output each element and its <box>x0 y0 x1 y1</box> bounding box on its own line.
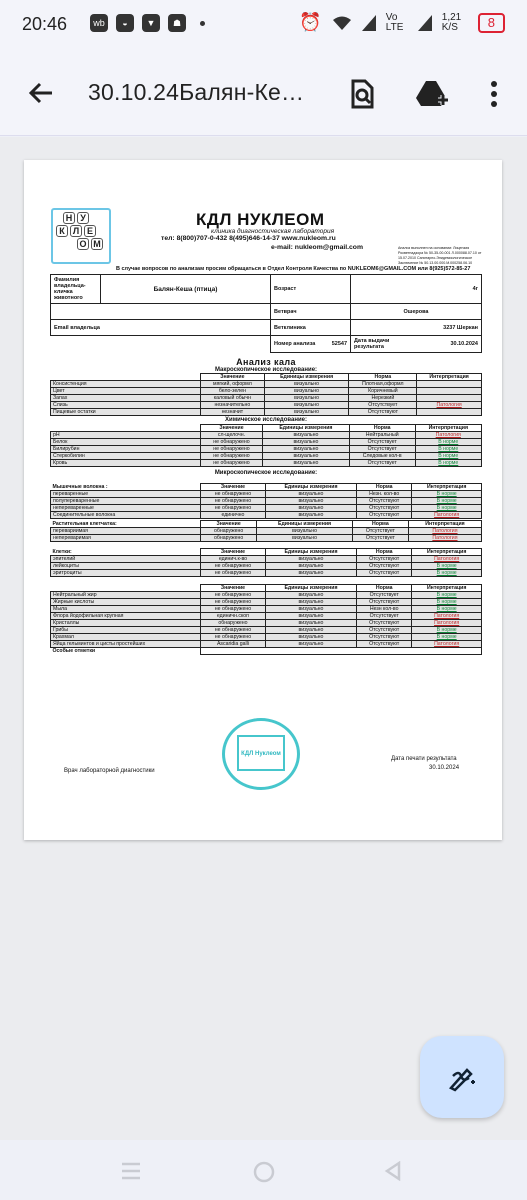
table-cell: не обнаружено <box>201 491 266 498</box>
table-cell <box>417 409 482 416</box>
table-cell: сл-щелочн. <box>201 432 263 439</box>
table-cell: Крахмал <box>51 634 201 641</box>
table-row <box>51 388 482 395</box>
other-table <box>50 584 482 655</box>
table-cell: визуально <box>264 381 349 388</box>
table-cell: Патология <box>412 613 482 620</box>
column-header: Норма <box>349 425 415 432</box>
column-header: Норма <box>349 374 417 381</box>
data-speed: 1,21 K/S <box>441 11 462 33</box>
table-cell: В норме <box>412 498 482 505</box>
table-row <box>51 491 482 498</box>
column-header: Единицы измерения <box>264 374 349 381</box>
logo-letter: К <box>56 225 68 237</box>
table-row <box>51 535 482 542</box>
pdf-page <box>24 160 502 840</box>
table-row <box>51 402 482 409</box>
table-cell: В норме <box>412 627 482 634</box>
search-document-icon[interactable] <box>346 78 378 110</box>
table-cell: Слизь <box>51 402 201 409</box>
signal-2-icon <box>418 15 432 31</box>
table-cell: В норме <box>412 505 482 512</box>
table-cell: Отсутствуют <box>357 556 412 563</box>
table-cell: Консистенция <box>51 381 201 388</box>
lab-logo <box>51 208 111 264</box>
table-row <box>51 570 482 577</box>
age-value: 4г <box>351 275 482 304</box>
snapchat-icon: ☗ <box>168 14 186 32</box>
table-cell: визуально <box>264 395 349 402</box>
column-header: Интерпретация <box>412 484 482 491</box>
status-right <box>299 12 505 33</box>
table-row <box>51 641 482 648</box>
table-cell: визуально <box>262 439 349 446</box>
table-cell: визуально <box>265 498 356 505</box>
column-header: Значение <box>201 425 263 432</box>
table-cell: визуально <box>265 512 356 519</box>
table-cell: Отсутствует <box>352 528 408 535</box>
table-cell: визуально <box>264 388 349 395</box>
back-arrow-icon[interactable] <box>26 78 56 108</box>
report-title: Анализ кала <box>236 357 296 367</box>
cells-table <box>50 548 482 577</box>
table-cell: Отсутствует <box>349 460 415 467</box>
table-cell: не обнаружено <box>201 570 266 577</box>
table-row <box>51 460 482 467</box>
table-cell: обнаружено <box>201 528 257 535</box>
table-cell: pH <box>51 432 201 439</box>
column-header: Интерпретация <box>408 521 481 528</box>
table-cell: бело-зелен <box>201 388 265 395</box>
table-cell: В норме <box>412 606 482 613</box>
email-label: Email владельца <box>51 320 271 336</box>
table-cell: незначит <box>201 409 265 416</box>
table-cell: Отсутствуют <box>357 570 412 577</box>
table-cell: В норме <box>415 453 481 460</box>
more-notifications-icon <box>200 21 205 26</box>
table-cell: визуально <box>265 634 356 641</box>
table-cell: эритроциты <box>51 570 201 577</box>
table-cell: не обнаружено <box>201 505 266 512</box>
vpn-app-icon: ▼ <box>142 14 160 32</box>
table-cell: Отсутствуют <box>357 634 412 641</box>
owner-value: Балян-Кеша (птица) <box>101 275 271 304</box>
table-cell: обнаружено <box>201 620 266 627</box>
number-value: 52547 <box>331 341 347 347</box>
document-title: 30.10.24Балян-Ке… <box>88 79 305 105</box>
status-time: 20:46 <box>22 14 68 34</box>
table-cell: единич.к-во <box>201 556 266 563</box>
table-cell: Патология <box>412 620 482 627</box>
network-type: Vo LTE <box>385 11 404 33</box>
back-nav-icon[interactable] <box>384 1161 402 1181</box>
table-cell: Отсутствует <box>352 535 408 542</box>
table-cell: В норме <box>412 563 482 570</box>
logo-letter: Л <box>70 225 82 237</box>
table-cell: Отсутствует <box>357 592 412 599</box>
table-cell: Отсутствуют <box>357 620 412 627</box>
table-cell: В норме <box>415 439 481 446</box>
table-cell: В норме <box>412 599 482 606</box>
edit-fab-button[interactable] <box>420 1036 504 1118</box>
table-row <box>51 432 482 439</box>
logo-letter: О <box>77 238 89 250</box>
column-header: Единицы измерения <box>262 425 349 432</box>
table-cell: визуально <box>265 606 356 613</box>
table-row <box>51 556 482 563</box>
age-label: Возраст <box>271 275 351 304</box>
shield-app-icon: ◒ <box>116 14 134 32</box>
lab-name: КДЛ НУКЛЕОМ <box>196 210 325 229</box>
table-cell: лейкоциты <box>51 563 201 570</box>
column-header: Интерпретация <box>417 374 482 381</box>
table-cell: Отсутствует <box>349 439 415 446</box>
quality-notice: В случае вопросов по анализам просим обращаться в Отдел Контроля Качества по NUKLEOM6@GMAIL.COM или 8(925)572-85-27 <box>116 266 471 272</box>
recent-apps-icon[interactable] <box>120 1162 142 1180</box>
column-header: Значение <box>201 585 266 592</box>
table-cell: В норме <box>415 446 481 453</box>
table-row <box>51 409 482 416</box>
table-cell: единично <box>201 512 266 519</box>
table-row <box>51 627 482 634</box>
table-cell: Кровь <box>51 460 201 467</box>
table-cell: не обнаружено <box>201 498 266 505</box>
table-cell: В норме <box>412 491 482 498</box>
table-cell: не обнаружено <box>201 627 266 634</box>
table-cell: визуально <box>264 402 349 409</box>
table-cell: визуально <box>265 570 356 577</box>
column-header: Норма <box>357 549 412 556</box>
column-header: Единицы измерения <box>257 521 353 528</box>
table-cell: Билирубин <box>51 446 201 453</box>
table-cell: единичн.скоп <box>201 613 266 620</box>
table-cell: визуально <box>265 641 356 648</box>
table-cell: Отсутствуют <box>357 563 412 570</box>
table-row <box>51 528 482 535</box>
table-cell: мягкий, оформл <box>201 381 265 388</box>
table-cell: непереваренные <box>51 505 201 512</box>
table-cell: визуально <box>265 563 356 570</box>
table-cell: полупереваренные <box>51 498 201 505</box>
alarm-icon: ⏰ <box>299 12 322 32</box>
macro-table <box>50 373 482 416</box>
table-cell: Белок <box>51 439 201 446</box>
table-cell: визуально <box>262 446 349 453</box>
table-cell: переваренные <box>51 491 201 498</box>
table-row <box>51 613 482 620</box>
wifi-icon <box>332 15 352 31</box>
table-cell: не обнаружено <box>201 453 263 460</box>
table-row <box>51 512 482 519</box>
column-header: Норма <box>357 484 412 491</box>
notification-icons <box>90 14 205 32</box>
logo-letter: Е <box>84 225 96 237</box>
vet-value: Ошерова <box>351 304 482 320</box>
table-cell: Отсутствуют <box>357 505 412 512</box>
print-date-label: Дата печати результата <box>391 756 457 762</box>
table-cell: непереваримая <box>51 535 201 542</box>
table-cell: визуально <box>265 556 356 563</box>
table-row <box>51 446 482 453</box>
signal-icon <box>362 15 376 31</box>
table-row <box>51 395 482 402</box>
column-header: Значение <box>201 521 257 528</box>
table-cell: не обнаружено <box>201 446 263 453</box>
table-cell: визуально <box>265 599 356 606</box>
table-cell: визуально <box>262 460 349 467</box>
table-row <box>51 505 482 512</box>
chem-title: Химическое исследование: <box>225 417 307 423</box>
table-cell: не обнаружено <box>201 599 266 606</box>
column-header: Значение <box>201 484 266 491</box>
table-row <box>51 606 482 613</box>
table-cell: не обнаружено <box>201 606 266 613</box>
date-value: 30.10.2024 <box>450 341 478 347</box>
table-cell: визуально <box>265 627 356 634</box>
table-cell <box>417 388 482 395</box>
table-cell: Незн. кол-во <box>357 491 412 498</box>
battery-indicator: 8 <box>478 13 505 33</box>
table-cell: незначительно <box>201 402 265 409</box>
plant-table <box>50 520 482 542</box>
doctor-signature: Врач лабораторной диагностики <box>64 768 155 774</box>
pen-sparkle-icon <box>445 1060 479 1094</box>
chem-table <box>50 424 482 467</box>
print-date-value: 30.10.2024 <box>429 765 460 771</box>
table-cell: Патология <box>412 512 482 519</box>
table-row <box>51 439 482 446</box>
column-header: Норма <box>352 521 408 528</box>
column-header: Значение <box>201 549 266 556</box>
table-cell: не обнаружено <box>201 460 263 467</box>
table-cell: визуально <box>265 620 356 627</box>
column-header: Единицы измерения <box>265 484 356 491</box>
table-cell: визуально <box>264 409 349 416</box>
table-cell: Пищевые остатки <box>51 409 201 416</box>
app-bar <box>0 52 527 136</box>
table-cell: перевариимая <box>51 528 201 535</box>
number-label: Номер анализа 52547 <box>271 336 351 353</box>
system-nav-bar <box>0 1140 527 1200</box>
column-header: Значение <box>201 374 265 381</box>
table-cell: Мыла <box>51 606 201 613</box>
lab-email: e-mail: nukleom@gmail.com <box>271 244 363 251</box>
table-cell: Отсутствует <box>349 402 417 409</box>
table-cell: эпителий <box>51 556 201 563</box>
table-cell: обнаружено <box>201 535 257 542</box>
table-cell: Кристаллы <box>51 620 201 627</box>
column-header: Интерпретация <box>412 549 482 556</box>
owner-label: Фамилия владельца-кличка животного <box>51 275 101 304</box>
table-cell: В норме <box>412 592 482 599</box>
table-cell: Нейтральный жир <box>51 592 201 599</box>
table-cell <box>417 381 482 388</box>
table-row <box>51 620 482 627</box>
stamp-text: КДЛ Нуклеом <box>237 735 285 771</box>
table-cell: Соединительные волокна <box>51 512 201 519</box>
more-options-icon[interactable] <box>478 78 510 110</box>
column-header: Единицы измерения <box>265 585 356 592</box>
table-cell: не обнаружено <box>201 592 266 599</box>
logo-letter: М <box>91 238 103 250</box>
table-cell: визуально <box>262 453 349 460</box>
status-bar <box>0 0 527 52</box>
print-date-block <box>391 755 459 773</box>
table-cell: Патология <box>412 641 482 648</box>
table-cell: Отсутствует <box>349 446 415 453</box>
table-row <box>51 592 482 599</box>
macro-title: Макроскопическое исследование: <box>214 367 318 373</box>
table-cell: не обнаружено <box>201 439 263 446</box>
table-cell: Отсутствуют <box>357 599 412 606</box>
column-header: Интерпретация <box>415 425 481 432</box>
group-label: Растительная клетчатка: <box>51 521 201 528</box>
table-cell: Отсутствуют <box>357 641 412 648</box>
logo-letter: Н <box>63 212 75 224</box>
table-cell: Отсутствуют <box>357 512 412 519</box>
table-cell: Патология <box>408 535 481 542</box>
group-label: Мышечные волокна : <box>51 484 201 491</box>
table-cell: визуально <box>257 535 353 542</box>
table-cell: Нерезкий <box>349 395 417 402</box>
table-cell: Плотная,оформл <box>349 381 417 388</box>
table-cell: Отсутствуют <box>357 627 412 634</box>
muscle-table <box>50 483 482 519</box>
patient-info-table <box>50 274 482 353</box>
table-cell: каловый обычн <box>201 395 265 402</box>
table-cell: визуально <box>257 528 353 535</box>
license-text: Анализ выполнен на основании: Лицензия Росветнадзора № 50-35-00-001 Л.000088.07.10 от 15.07.2010 Санитарно-Эпидемиологическое Заключение № 50.13.00.000.М.000258.06.10 <box>398 246 482 265</box>
home-icon[interactable] <box>252 1160 276 1184</box>
table-cell: Коричневый <box>349 388 417 395</box>
table-cell: Стеркобилин <box>51 453 201 460</box>
table-row <box>51 498 482 505</box>
table-cell: Грибы <box>51 627 201 634</box>
table-cell: визуально <box>265 491 356 498</box>
table-cell: Незн кол-во <box>357 606 412 613</box>
clinic-value: 3237 Шеркан <box>351 320 482 336</box>
lab-stamp <box>222 718 300 790</box>
table-cell: Цвет <box>51 388 201 395</box>
column-header: Норма <box>357 585 412 592</box>
table-cell: В норме <box>415 460 481 467</box>
table-cell: визуально <box>265 592 356 599</box>
clinic-label: Ветклиника <box>271 320 351 336</box>
column-header: Единицы измерения <box>265 549 356 556</box>
table-cell: Нейтральный <box>349 432 415 439</box>
table-cell: визуально <box>265 613 356 620</box>
table-cell: Патология <box>408 528 481 535</box>
table-cell: В норме <box>412 570 482 577</box>
table-row <box>51 563 482 570</box>
table-cell: Патология <box>417 402 482 409</box>
table-row <box>51 634 482 641</box>
table-cell: визуально <box>265 505 356 512</box>
table-cell: визуально <box>262 432 349 439</box>
table-cell <box>417 395 482 402</box>
column-header: Интерпретация <box>412 585 482 592</box>
table-cell: Отсутствуют <box>349 409 417 416</box>
table-cell: Жирные кислоты <box>51 599 201 606</box>
table-cell: В норме <box>412 634 482 641</box>
vet-label: Ветврач <box>271 304 351 320</box>
lab-phones: тел: 8(800)707-0-432 8(495)646-14-37 www.nukleom.ru <box>161 235 336 242</box>
table-cell: Запах <box>51 395 201 402</box>
table-cell: Следовые кол-в <box>349 453 415 460</box>
date-label: Дата выдачи результата 30.10.2024 <box>351 336 482 353</box>
table-cell: Отсутствуют <box>357 498 412 505</box>
table-cell: Отсутствует <box>357 613 412 620</box>
table-row <box>51 381 482 388</box>
table-row <box>51 599 482 606</box>
table-cell: Яйца гельминтов и цисты простейших <box>51 641 201 648</box>
logo-letter: У <box>77 212 89 224</box>
table-cell: не обнаружено <box>201 563 266 570</box>
drive-add-icon[interactable] <box>416 78 448 110</box>
table-cell: Патология <box>412 556 482 563</box>
table-cell: Ascaridia galli <box>201 641 266 648</box>
lab-subtitle: клиника диагностическая лаборатория <box>211 228 335 235</box>
table-row <box>51 453 482 460</box>
wb-app-icon: wb <box>90 14 108 32</box>
micro-title: Микроскопическое исследование: <box>214 470 318 476</box>
table-cell: Флора йодофильная крупная <box>51 613 201 620</box>
table-cell: Патология <box>415 432 481 439</box>
group-label: Клетки: <box>51 549 201 556</box>
special-notes-label: Особые отметки <box>52 648 96 654</box>
table-cell: не обнаружено <box>201 634 266 641</box>
